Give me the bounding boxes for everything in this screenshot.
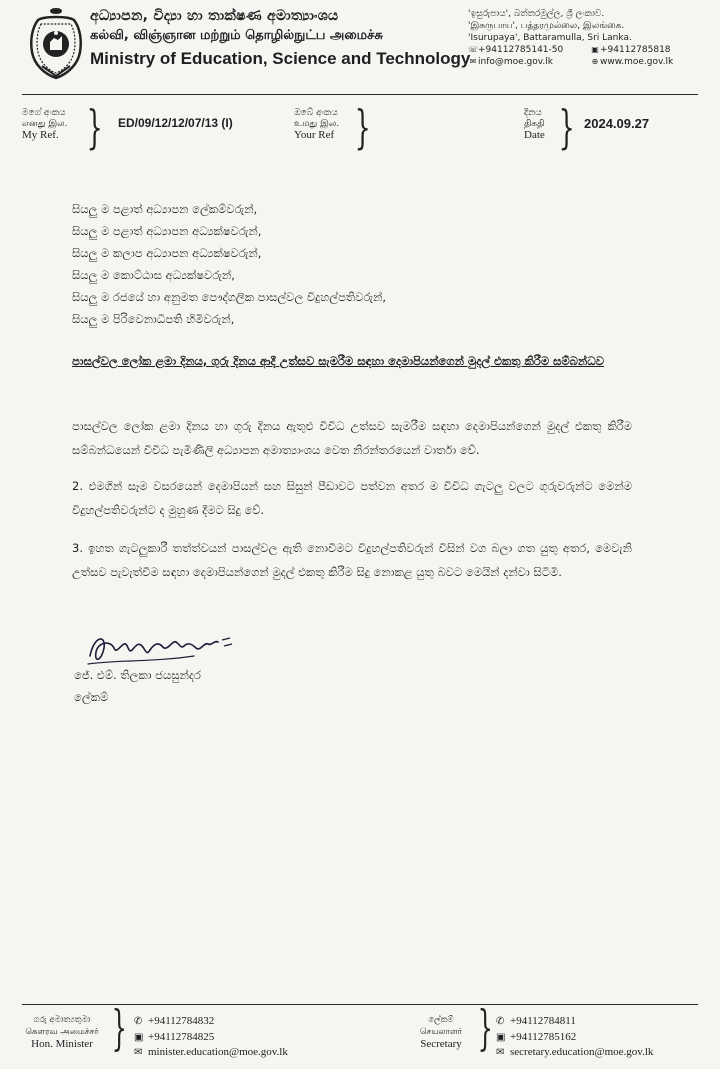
- ministry-name-english: Ministry of Education, Science and Technology: [90, 49, 471, 68]
- fax-icon: ▣: [496, 1031, 506, 1043]
- secretary-label: [402, 1014, 480, 1050]
- addressee-line: සියලු ම කලාප අධ්‍යාපන අධ්‍යක්ෂවරුන්,: [72, 246, 262, 260]
- paragraph-3: 3. ඉහත ගැටලුකාරී තත්ත්වයන් පාසල්වල ඇති නොවීමට විදුහල්පතිවරුන් විසින් වග බලා ගත යුතු අතර, මෙවැනි උත්සව පැවැත්වීම සඳහා දෙමාපියන්ගෙන් මුදල් එකතු කිරීම සිදු නොකළ යුතු බවට මෙයින් දන්වා සිටිමි.: [72, 541, 632, 579]
- brace-glyph: }: [111, 1000, 127, 1056]
- phone-icon: ✆: [496, 1016, 505, 1027]
- secretary-label-english: Secretary: [420, 1038, 462, 1050]
- your-ref-label-sinhala: ඔබේ අංකය: [294, 108, 338, 118]
- my-ref-value: ED/09/12/12/07/13 (I): [118, 116, 233, 130]
- minister-label: [22, 1014, 102, 1050]
- your-ref-label-tamil: உமது இல.: [294, 119, 340, 129]
- minister-label-english: Hon. Minister: [31, 1038, 93, 1050]
- minister-contacts: [134, 1014, 288, 1061]
- secretary-contacts: [496, 1014, 653, 1061]
- brace-glyph: }: [354, 100, 371, 154]
- minister-label-tamil: கௌரவ அமைச்சர்: [25, 1027, 99, 1037]
- brace-glyph: }: [477, 1000, 493, 1056]
- brace-glyph: }: [86, 100, 103, 154]
- paragraph-1: පාසල්වල ලෝක ළමා දිනය හා ගුරු දිනය ඇතුළු විවිධ උත්සව සැමරීම සඳහා දෙමාපියන්ගෙන් මුදල් එකතු කිරීම සම්බන්ධයෙන් විවිධ පැමිණිලි අධ්‍යාපන අමාත්‍යාංශය වෙත නිරන්තරයෙන් වාර්තා වේ.: [72, 419, 632, 457]
- ministry-website: www.moe.gov.lk: [600, 57, 674, 67]
- signer-title: ලේකම්: [74, 690, 109, 704]
- fax-icon: ▣: [134, 1031, 144, 1043]
- addressee-list: [72, 198, 386, 330]
- ministry-name-sinhala: අධ්‍යාපන, විද්‍යා හා තාක්ෂණ අමාත්‍යාංශය: [90, 8, 339, 24]
- minister-label-sinhala: ගරු අමාත්‍යතුමා: [33, 1015, 91, 1025]
- secretary-fax: +94112785162: [510, 1030, 577, 1043]
- phone-icon: ☏: [468, 45, 479, 54]
- date-label-english: Date: [524, 129, 545, 141]
- signer-name: ජේ. එම්. තිලකා ජයසුන්දර: [74, 668, 201, 682]
- emblem-of-sri-lanka-icon: [28, 6, 84, 80]
- my-ref-label-sinhala: මගේ අංකය: [22, 108, 66, 118]
- address-tamil: 'இசுருபாய', பத்தரமுல்லை, இலங்கை.: [468, 21, 625, 31]
- date-label-sinhala: දිනය: [524, 108, 542, 118]
- secretary-email: secretary.education@moe.gov.lk: [510, 1046, 654, 1058]
- email-icon: ✉: [134, 1047, 143, 1058]
- ministry-name-tamil: கல்வி, விஞ்ஞான மற்றும் தொழில்நுட்ப அமைச்சு: [90, 28, 383, 43]
- ministry-phone: +94112785141-50: [478, 45, 564, 55]
- phone-fax-row: [468, 44, 708, 56]
- addressee-line: සියලු ම පළාත් අධ්‍යාපන අධ්‍යක්ෂවරුන්,: [72, 224, 262, 238]
- minister-email: minister.education@moe.gov.lk: [148, 1046, 288, 1058]
- brace-glyph: }: [558, 100, 575, 154]
- my-ref-label-english: My Ref.: [22, 129, 59, 141]
- addressee-line: සියලු ම රජයේ හා අනුමත පෞද්ගලික පාසල්වල විදුහල්පතිවරුන්,: [72, 290, 387, 304]
- ministry-contact-block: [468, 8, 708, 68]
- addressee-line: සියලු ම පිරිවෙනාධිපති හිමිවරුන්,: [72, 312, 235, 326]
- handwritten-signature: [84, 626, 234, 670]
- minister-phone: +94112784832: [148, 1015, 215, 1027]
- subject-text: පාසල්වල ලෝක ළමා දිනය, ගුරු දිනය ආදී උත්සව සැමරීම සඳහා දෙමාපියන්ගෙන් මුදල් එකතු කිරීම සම්බන්ධව: [72, 354, 604, 368]
- email-web-row: [468, 56, 708, 68]
- secretary-label-tamil: செயலாளர்: [419, 1027, 463, 1037]
- letter-subject: [72, 350, 632, 372]
- my-ref-label-tamil: எனது இல.: [22, 119, 68, 129]
- paragraph-2: 2. එමගින් සෑම වසරයෙන් දෙමාපියන් සහ සිසුන් පීඩාවට පත්වන අතර ම විවිධ ගැටලු වලට ගුරුවරුන්ට මෙන්ම විදුහල්පතිවරුන්ට ද මුහුණ දීමට සිදු වේ.: [72, 479, 632, 517]
- date-label: [524, 108, 545, 141]
- address-english: 'Isurupaya', Battaramulla, Sri Lanka.: [468, 33, 632, 43]
- email-icon: ✉: [496, 1047, 505, 1058]
- email-icon: ✉: [469, 57, 477, 66]
- web-icon: ⊕: [591, 57, 599, 66]
- ministry-names: [90, 8, 471, 71]
- ministry-fax: +94112785818: [600, 45, 671, 55]
- address-sinhala: 'ඉසුරුපාය', බත්තරමුල්ල, ශ්‍රී ලංකාව.: [468, 9, 605, 19]
- phone-icon: ✆: [134, 1016, 143, 1027]
- minister-fax: +94112784825: [148, 1030, 215, 1043]
- fax-icon: ▣: [591, 45, 599, 54]
- addressee-line: සියලු ම පළාත් අධ්‍යාපන ලේකම්වරුන්,: [72, 202, 258, 216]
- your-ref-label: [294, 108, 339, 141]
- secretary-phone: +94112784811: [510, 1015, 576, 1027]
- date-label-tamil: திகதி: [524, 119, 545, 129]
- ministry-email: info@moe.gov.lk: [478, 57, 553, 67]
- my-ref-label: [22, 108, 68, 141]
- your-ref-label-english: Your Ref: [294, 129, 335, 141]
- date-value: 2024.09.27: [584, 116, 650, 131]
- addressee-line: සියලු ම කොට්ඨාස අධ්‍යක්ෂවරුන්,: [72, 268, 235, 282]
- header-divider: [22, 94, 698, 95]
- secretary-label-sinhala: ලේකම්: [428, 1015, 454, 1025]
